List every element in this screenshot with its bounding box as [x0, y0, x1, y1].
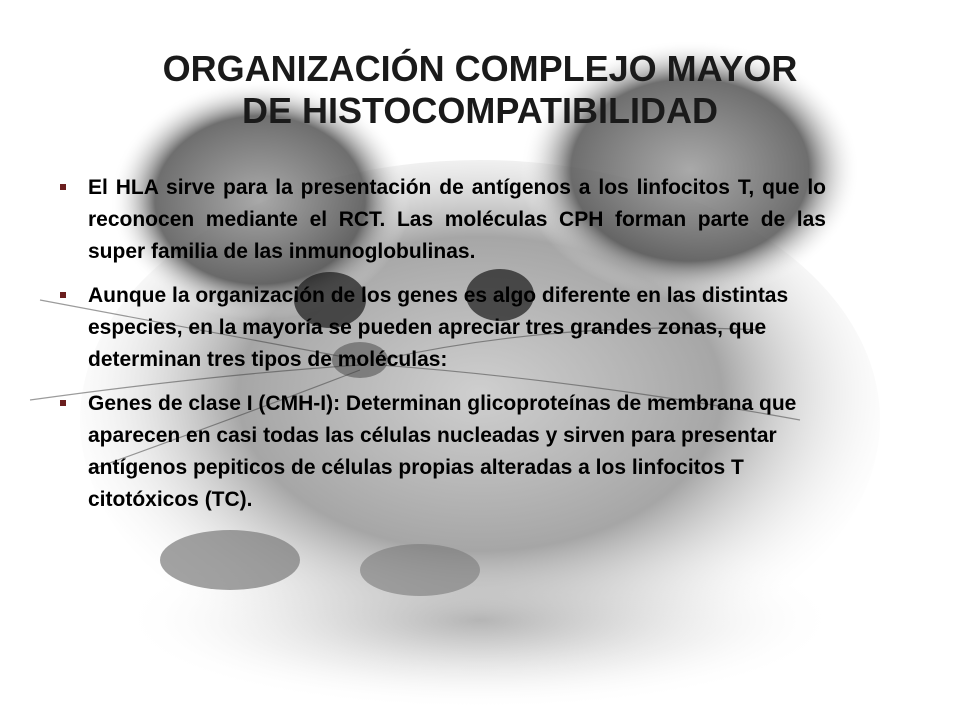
- title-line-1: ORGANIZACIÓN COMPLEJO MAYOR: [162, 48, 798, 89]
- slide-title: [60, 48, 900, 132]
- mouse-foot-left: [160, 530, 300, 590]
- bullet-list: [58, 172, 826, 516]
- bullet-item: [58, 172, 826, 268]
- bullet-marker-icon: [60, 184, 66, 190]
- mouse-foot-right: [360, 544, 480, 596]
- bullet-text: Aunque la organización de los genes es algo diferente en las distintas especies, en la mayoría se pueden apreciar tres grandes zonas, que determinan tres tipos de moléculas:: [88, 284, 789, 371]
- bullet-item: [58, 280, 826, 376]
- bullet-text: El HLA sirve para la presentación de antígenos a los linfocitos T, que lo reconocen mediante el RCT. Las moléculas CPH forman parte de las super familia de las inmunoglobulinas.: [88, 176, 826, 263]
- title-line-2: DE HISTOCOMPATIBILIDAD: [242, 90, 718, 131]
- bullet-item: [58, 388, 826, 516]
- bullet-marker-icon: [60, 400, 66, 406]
- bullet-text: Genes de clase I (CMH-I): Determinan glicoproteínas de membrana que aparecen en casi todas las células nucleadas y sirven para presentar antígenos pepiticos de células propias alteradas a los linfocitos T citotóxicos (TC).: [88, 392, 797, 511]
- bullet-marker-icon: [60, 292, 66, 298]
